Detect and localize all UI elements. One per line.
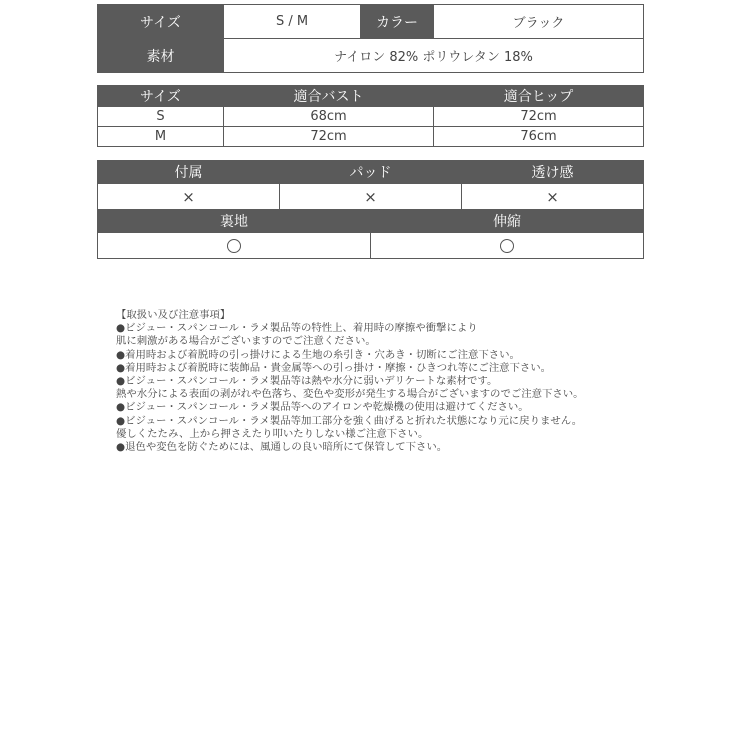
table-row [98, 127, 644, 147]
color-value: ブラック [434, 5, 644, 39]
size-label: サイズ [98, 5, 224, 39]
stretch-circle-icon [500, 239, 514, 253]
accessories-header: 付属 [98, 161, 280, 184]
lining-header: 裏地 [98, 210, 371, 233]
care-notes [116, 309, 636, 454]
features-value-row-2 [98, 233, 644, 259]
bust-cell: 68cm [224, 107, 434, 127]
features-header-row-2 [98, 210, 644, 233]
bust-header: 適合バスト [224, 86, 434, 107]
hip-cell: 72cm [434, 107, 644, 127]
accessories-value: × [182, 187, 195, 206]
color-label: カラー [361, 5, 434, 39]
note-line: ●ビジュー・スパンコール・ラメ製品等へのアイロンや乾燥機の使用は避けてください。 [116, 401, 529, 414]
size-cell: M [98, 127, 224, 147]
hip-cell: 76cm [434, 127, 644, 147]
note-line: ●ビジュー・スパンコール・ラメ製品等は熱や水分に弱いデリケートな素材です。 [116, 375, 498, 388]
features-header-row [98, 161, 644, 184]
spec-row-size-color [98, 5, 644, 39]
stretch-header: 伸縮 [371, 210, 644, 233]
sheerness-header: 透け感 [462, 161, 644, 184]
hip-header: 適合ヒップ [434, 86, 644, 107]
features-value-row [98, 184, 644, 210]
note-line: ●着用時および着脱時の引っ掛けによる生地の糸引き・穴あき・切断にご注意下さい。 [116, 348, 520, 361]
table-row [98, 107, 644, 127]
size-header: サイズ [98, 86, 224, 107]
pad-header: パッド [280, 161, 462, 184]
material-value: ナイロン 82% ポリウレタン 18% [224, 39, 644, 73]
spec-table [97, 4, 644, 73]
notes-title: 【取扱い及び注意事項】 [116, 309, 231, 321]
note-line: 肌に刺激がある場合がございますのでご注意ください。 [116, 335, 376, 348]
note-line: ●着用時および着脱時に装飾品・貴金属等への引っ掛け・摩擦・ひきつれ等にご注意下さい。 [116, 361, 552, 374]
note-line: 熱や水分による表面の剥がれや色落ち、変色や変形が発生する場合がございますのでご注意下さい。 [116, 388, 584, 401]
material-label: 素材 [98, 39, 224, 73]
pad-value: × [364, 187, 377, 206]
note-line: ●ビジュー・スパンコール・ラメ製品等加工部分を強く曲げると折れた状態になり元に戻りません。 [116, 414, 583, 427]
sheerness-value: × [546, 187, 559, 206]
bust-cell: 72cm [224, 127, 434, 147]
note-line: ●ビジュー・スパンコール・ラメ製品等の特性上、着用時の摩擦や衝撃により [116, 322, 478, 335]
lining-circle-icon [227, 239, 241, 253]
note-line: 優しくたたみ、上から押さえたり叩いたりしない様ご注意下さい。 [116, 427, 429, 440]
size-value: S / M [224, 5, 361, 39]
spec-row-material [98, 39, 644, 73]
note-line: ●退色や変色を防ぐためには、風通しの良い暗所にて保管して下さい。 [116, 441, 448, 454]
features-table [97, 160, 644, 259]
size-cell: S [98, 107, 224, 127]
size-table [97, 85, 644, 147]
size-table-header [98, 86, 644, 107]
